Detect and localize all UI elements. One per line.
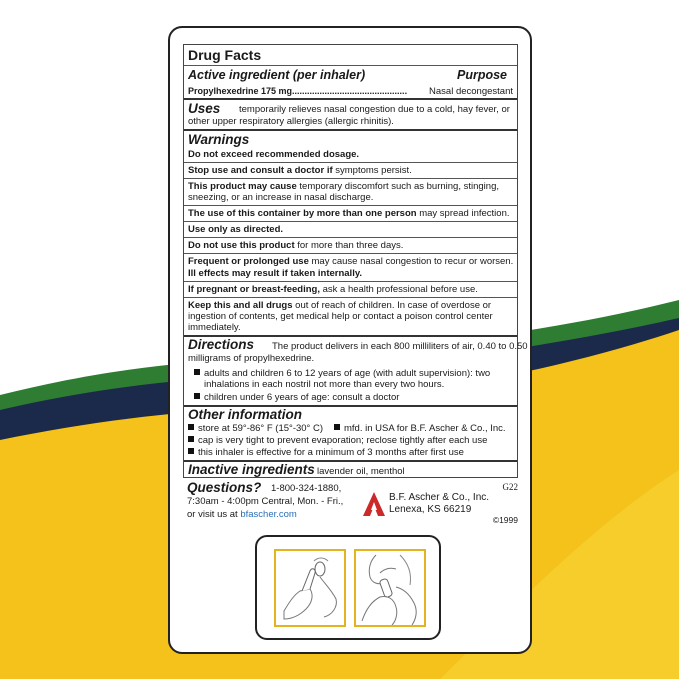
ascher-logo-icon: [361, 490, 387, 518]
warning-prolonged-use: Frequent or prolonged use may cause nasal congestion to recur or worsen.: [188, 256, 514, 267]
other-info-heading: Other information: [188, 407, 302, 422]
warning-keep-away: Keep this and all drugs out of reach of children. In case of overdose or: [188, 300, 492, 311]
active-ingredient-header: Active ingredient (per inhaler): [188, 68, 366, 82]
website-link[interactable]: bfascher.com: [240, 509, 297, 520]
warning-do-not-use: Do not use this product for more than three days.: [188, 240, 404, 251]
other-info-effective: this inhaler is effective for a minimum of 3 months after first use: [188, 447, 464, 458]
directions-bullet-adults: adults and children 6 to 12 years of age (with adult supervision): two: [194, 368, 490, 379]
other-info-store: store at 59°-86° F (15°-30° C): [188, 423, 323, 434]
warning-may-cause-2: sneezing, or an increase in nasal discharge.: [188, 192, 374, 203]
warning-may-cause: This product may cause temporary discomfort such as burning, stinging,: [188, 181, 499, 192]
warning-pregnant: If pregnant or breast-feeding, ask a health professional before use.: [188, 284, 478, 295]
lot-code: G22: [502, 482, 518, 492]
purpose: Nasal decongestant: [429, 86, 513, 97]
warning-stop-use: Stop use and consult a doctor if symptoms persist.: [188, 165, 412, 176]
uses-text: temporarily relieves nasal congestion due to a cold, hay fever, or: [239, 104, 510, 115]
instructions-illustration-box: [255, 535, 441, 640]
warning-keep-away-3: immediately.: [188, 322, 241, 333]
drug-facts-panel: [183, 44, 528, 478]
warning-ill-effects: Ill effects may result if taken internally.: [188, 268, 363, 279]
other-info-cap: cap is very tight to prevent evaporation; reclose tightly after each use: [188, 435, 487, 446]
uses-text-2: other upper respiratory allergies (allergic rhinitis).: [188, 116, 394, 127]
inhale-illustration: [354, 549, 426, 627]
purpose-header: Purpose: [456, 68, 507, 82]
active-ingredient: Propylhexedrine 175 mg..............................................: [188, 86, 408, 96]
remove-cap-illustration: [274, 549, 346, 627]
inactive-heading: Inactive ingredients: [188, 462, 315, 477]
questions-phone: 1-800-324-1880,: [271, 483, 342, 494]
warning-container: The use of this container by more than one person may spread infection.: [188, 208, 510, 219]
directions-bullet-adults-2: inhalations in each nostril not more than every two hours.: [204, 379, 445, 390]
warnings-heading: Warnings: [188, 132, 250, 147]
warning-keep-away-2: ingestion of contents, get medical help or contact a poison control center: [188, 311, 493, 322]
copyright: ©1999: [492, 515, 518, 525]
contact-section: [183, 478, 518, 528]
directions-heading: Directions: [188, 337, 255, 352]
manufacturer-name: B.F. Ascher & Co., Inc.: [389, 492, 490, 503]
uses-heading: Uses: [188, 101, 221, 116]
manufacturer-city: Lenexa, KS 66219: [389, 504, 472, 515]
drug-facts-title: Drug Facts: [188, 47, 262, 63]
directions-text: The product delivers in each 800 milliliters of air, 0.40 to 0.50: [272, 341, 528, 352]
warning-dosage: Do not exceed recommended dosage.: [188, 149, 360, 160]
inactive-ingredients: lavender oil, menthol: [317, 466, 405, 477]
directions-text-2: milligrams of propylhexedrine.: [188, 353, 315, 364]
questions-heading: Questions?: [187, 480, 262, 495]
questions-hours: 7:30am - 4:00pm Central, Mon. - Fri.,: [187, 496, 344, 507]
directions-bullet-children: children under 6 years of age: consult a doctor: [194, 392, 399, 403]
questions-website-line: or visit us at bfascher.com: [187, 509, 297, 520]
other-info-mfd: mfd. in USA for B.F. Ascher & Co., Inc.: [334, 423, 506, 434]
warning-use-directed: Use only as directed.: [188, 224, 284, 235]
